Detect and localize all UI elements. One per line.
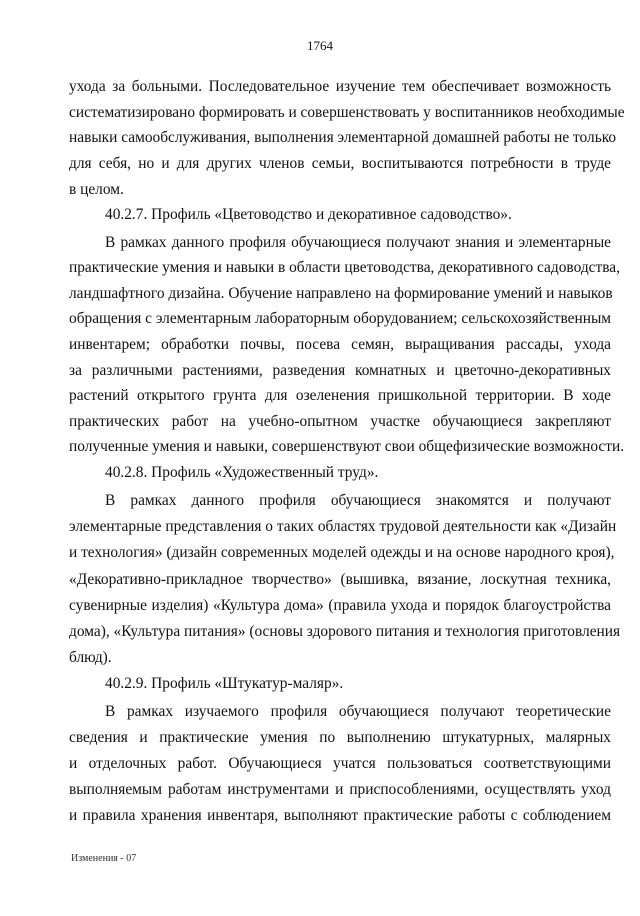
text-line: за различными растениями, разведения комнатных и цветочно-декоративных <box>69 362 611 379</box>
text-line: сувенирные изделия) «Культура дома» (правила ухода и порядок благоустройства <box>69 597 611 614</box>
text-line: ухода за больными. Последовательное изучение тем обеспечивает возможность <box>69 78 611 95</box>
text-line: практических работ на учебно-опытном участке обучающиеся закрепляют <box>69 413 611 430</box>
section-heading-40-2-7: 40.2.7. Профиль «Цветоводство и декоративное садоводство». <box>105 206 512 223</box>
text-line: блюд). <box>69 649 112 666</box>
text-line: и правила хранения инвентаря, выполняют практические работы с соблюдением <box>69 807 611 824</box>
text-line: инвентарем; обработки почвы, посева семян, выращивания рассады, ухода <box>69 336 611 353</box>
text-line: навыки самообслуживания, выполнения элементарной домашней работы не только <box>69 129 617 146</box>
text-line: практические умения и навыки в области цветоводства, декоративного садоводства, <box>69 259 620 276</box>
text-line: полученные умения и навыки, совершенствуют свои общефизические возможности. <box>69 438 625 455</box>
page-number: 1764 <box>307 38 333 53</box>
text-line: дома), «Культура питания» (основы здорового питания и технология приготовления <box>69 623 621 640</box>
text-line: «Декоративно-прикладное творчество» (вышивка, вязание, лоскутная техника, <box>69 571 611 588</box>
text-line: растений открытого грунта для озеленения пришкольной территории. В ходе <box>69 387 611 404</box>
text-line: и технология» (дизайн современных моделей одежды и на основе народного кроя), <box>69 544 615 561</box>
text-line: и отделочных работ. Обучающиеся учатся пользоваться соответствующими <box>69 755 611 772</box>
text-line: В рамках данного профиля обучающиеся знакомятся и получают <box>105 492 611 509</box>
text-line: в целом. <box>69 181 124 198</box>
text-line: систематизировано формировать и совершенствовать у воспитанников необходимые <box>69 104 625 121</box>
text-line: выполняемым работам инструментами и приспособлениями, осуществлять уход <box>69 781 611 798</box>
text-line: обращения с элементарным лабораторным оборудованием; сельскохозяйственным <box>69 310 612 327</box>
text-line: В рамках данного профиля обучающиеся получают знания и элементарные <box>105 234 611 251</box>
revision-footer: Изменения - 07 <box>71 853 137 864</box>
text-line: ландшафтного дизайна. Обучение направлено на формирование умений и навыков <box>69 285 613 302</box>
text-line: элементарные представления о таких областях трудовой деятельности как «Дизайн <box>69 518 617 535</box>
section-heading-40-2-8: 40.2.8. Профиль «Художественный труд». <box>105 464 379 481</box>
text-line: В рамках изучаемого профиля обучающиеся получают теоретические <box>105 703 611 720</box>
text-line: для себя, но и для других членов семьи, воспитываются потребности в труде <box>69 155 611 172</box>
text-line: сведения и практические умения по выполнению штукатурных, малярных <box>69 729 611 746</box>
section-heading-40-2-9: 40.2.9. Профиль «Штукатур-маляр». <box>105 675 344 692</box>
